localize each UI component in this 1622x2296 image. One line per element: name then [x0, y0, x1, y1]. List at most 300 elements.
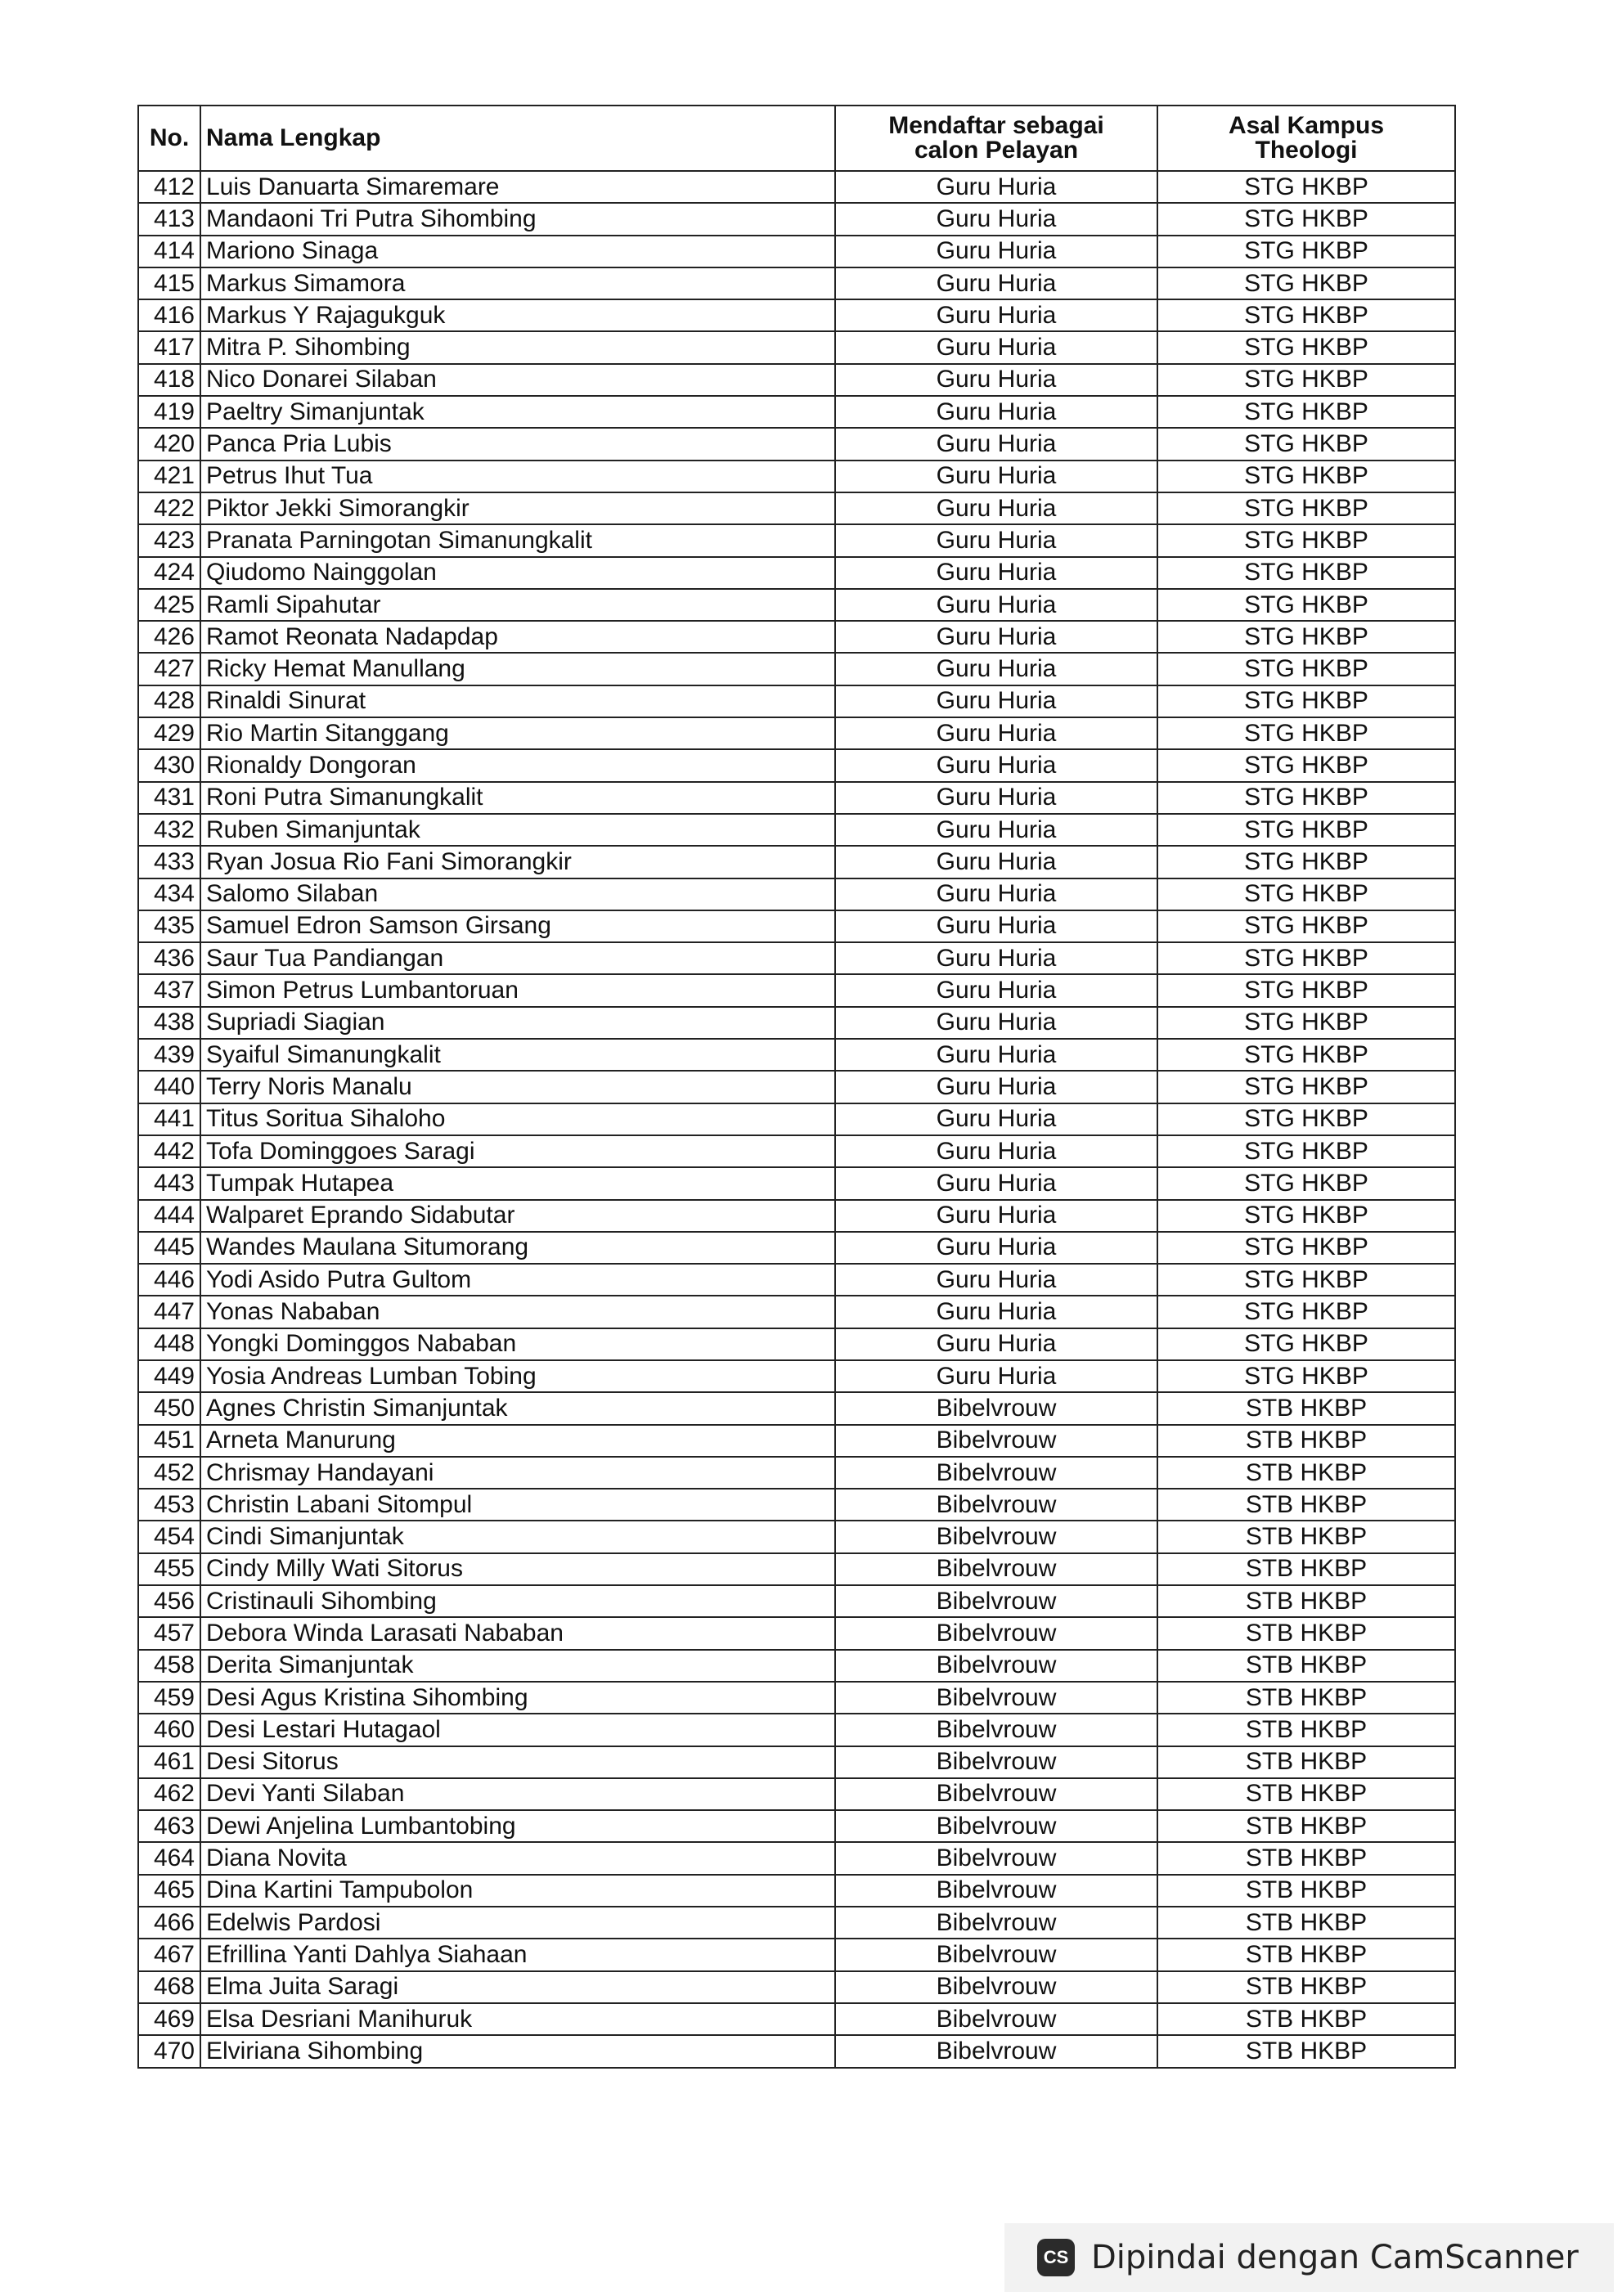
cell-campus: STG HKBP	[1157, 236, 1455, 267]
cell-no: 449	[138, 1360, 200, 1392]
cell-no: 424	[138, 557, 200, 589]
cell-campus: STB HKBP	[1157, 1907, 1455, 1939]
cell-role: Guru Huria	[835, 1007, 1157, 1039]
cell-campus: STB HKBP	[1157, 1842, 1455, 1874]
table-row	[138, 1939, 1455, 1970]
cell-name: Samuel Edron Samson Girsang	[200, 910, 835, 942]
table-row	[138, 1328, 1455, 1360]
cell-campus: STG HKBP	[1157, 428, 1455, 460]
cell-no: 454	[138, 1521, 200, 1552]
cell-name: Qiudomo Nainggolan	[200, 557, 835, 589]
cell-no: 429	[138, 717, 200, 749]
table-row	[138, 1457, 1455, 1489]
cell-campus: STB HKBP	[1157, 1971, 1455, 2003]
cell-no: 464	[138, 1842, 200, 1874]
cell-role: Guru Huria	[835, 942, 1157, 974]
cell-role: Bibelvrouw	[835, 1907, 1157, 1939]
cell-name: Dewi Anjelina Lumbantobing	[200, 1810, 835, 1842]
cell-name: Ramli Sipahutar	[200, 589, 835, 621]
cell-no: 463	[138, 1810, 200, 1842]
header-role-line2: calon Pelayan	[914, 137, 1079, 164]
header-no: No.	[138, 106, 200, 171]
cell-no: 439	[138, 1039, 200, 1071]
cell-role: Guru Huria	[835, 171, 1157, 203]
table-row	[138, 653, 1455, 685]
cell-campus: STG HKBP	[1157, 557, 1455, 589]
cell-name: Syaiful Simanungkalit	[200, 1039, 835, 1071]
table-row	[138, 1553, 1455, 1585]
cell-name: Yodi Asido Putra Gultom	[200, 1264, 835, 1296]
cell-role: Bibelvrouw	[835, 1842, 1157, 1874]
cell-name: Ryan Josua Rio Fani Simorangkir	[200, 846, 835, 878]
cell-role: Bibelvrouw	[835, 1457, 1157, 1489]
cell-no: 417	[138, 331, 200, 363]
cell-name: Supriadi Siagian	[200, 1007, 835, 1039]
table-row	[138, 557, 1455, 589]
cell-role: Bibelvrouw	[835, 1617, 1157, 1649]
table-row	[138, 236, 1455, 267]
cell-campus: STG HKBP	[1157, 267, 1455, 299]
cell-no: 422	[138, 492, 200, 524]
table-row	[138, 1971, 1455, 2003]
table-row	[138, 1617, 1455, 1649]
cell-campus: STG HKBP	[1157, 1135, 1455, 1167]
cell-role: Guru Huria	[835, 428, 1157, 460]
cell-name: Wandes Maulana Situmorang	[200, 1232, 835, 1264]
cell-no: 445	[138, 1232, 200, 1264]
table-row	[138, 364, 1455, 396]
table-row	[138, 299, 1455, 331]
cell-role: Bibelvrouw	[835, 1971, 1157, 2003]
table-row	[138, 1167, 1455, 1199]
cell-campus: STB HKBP	[1157, 1875, 1455, 1907]
header-role-line1: Mendaftar sebagai	[888, 112, 1104, 139]
cell-campus: STG HKBP	[1157, 1232, 1455, 1264]
cell-no: 430	[138, 749, 200, 781]
cell-role: Bibelvrouw	[835, 1585, 1157, 1617]
cell-no: 426	[138, 621, 200, 653]
cell-role: Bibelvrouw	[835, 2003, 1157, 2035]
cell-no: 466	[138, 1907, 200, 1939]
cell-role: Guru Huria	[835, 621, 1157, 653]
cell-name: Elsa Desriani Manihuruk	[200, 2003, 835, 2035]
cell-campus: STB HKBP	[1157, 1425, 1455, 1457]
cell-no: 455	[138, 1553, 200, 1585]
cell-name: Markus Simamora	[200, 267, 835, 299]
cell-role: Guru Huria	[835, 974, 1157, 1006]
cell-role: Guru Huria	[835, 749, 1157, 781]
cell-no: 453	[138, 1489, 200, 1521]
cell-name: Arneta Manurung	[200, 1425, 835, 1457]
cell-campus: STG HKBP	[1157, 910, 1455, 942]
camscanner-watermark	[1004, 2223, 1614, 2292]
cell-no: 465	[138, 1875, 200, 1907]
cell-campus: STG HKBP	[1157, 524, 1455, 556]
cell-no: 431	[138, 782, 200, 814]
cell-campus: STG HKBP	[1157, 1039, 1455, 1071]
cell-no: 438	[138, 1007, 200, 1039]
cell-name: Panca Pria Lubis	[200, 428, 835, 460]
table-row	[138, 1842, 1455, 1874]
cell-campus: STG HKBP	[1157, 653, 1455, 685]
cell-role: Guru Huria	[835, 717, 1157, 749]
cell-campus: STG HKBP	[1157, 621, 1455, 653]
cell-name: Agnes Christin Simanjuntak	[200, 1392, 835, 1424]
table-row	[138, 1682, 1455, 1714]
cell-name: Rinaldi Sinurat	[200, 685, 835, 717]
cell-name: Yonas Nababan	[200, 1296, 835, 1328]
cell-role: Guru Huria	[835, 461, 1157, 492]
cell-name: Mandaoni Tri Putra Sihombing	[200, 203, 835, 235]
cell-name: Salomo Silaban	[200, 878, 835, 910]
table-row	[138, 203, 1455, 235]
camscanner-text: Dipindai dengan CamScanner	[1091, 2239, 1579, 2276]
cell-campus: STG HKBP	[1157, 749, 1455, 781]
cell-role: Bibelvrouw	[835, 1778, 1157, 1810]
cell-no: 413	[138, 203, 200, 235]
table-row	[138, 1714, 1455, 1746]
header-campus	[1157, 106, 1455, 171]
cell-role: Guru Huria	[835, 364, 1157, 396]
cell-campus: STB HKBP	[1157, 1939, 1455, 1970]
cell-name: Simon Petrus Lumbantoruan	[200, 974, 835, 1006]
cell-no: 423	[138, 524, 200, 556]
cell-role: Bibelvrouw	[835, 1392, 1157, 1424]
cell-campus: STG HKBP	[1157, 1007, 1455, 1039]
cell-role: Bibelvrouw	[835, 1425, 1157, 1457]
cell-role: Guru Huria	[835, 331, 1157, 363]
table-body	[138, 171, 1455, 2068]
table-row	[138, 1746, 1455, 1778]
cell-no: 436	[138, 942, 200, 974]
table-row	[138, 1585, 1455, 1617]
cell-no: 427	[138, 653, 200, 685]
cell-role: Guru Huria	[835, 1232, 1157, 1264]
cell-role: Bibelvrouw	[835, 1875, 1157, 1907]
cell-role: Bibelvrouw	[835, 1682, 1157, 1714]
cell-role: Guru Huria	[835, 524, 1157, 556]
header-name: Nama Lengkap	[200, 106, 835, 171]
cell-no: 443	[138, 1167, 200, 1199]
cell-name: Cristinauli Sihombing	[200, 1585, 835, 1617]
table-row	[138, 1392, 1455, 1424]
cell-name: Efrillina Yanti Dahlya Siahaan	[200, 1939, 835, 1970]
header-campus-line1: Asal Kampus	[1228, 112, 1385, 139]
cell-name: Elma Juita Saragi	[200, 1971, 835, 2003]
cell-campus: STB HKBP	[1157, 1778, 1455, 1810]
table-row	[138, 1875, 1455, 1907]
cell-name: Dina Kartini Tampubolon	[200, 1875, 835, 1907]
cell-no: 442	[138, 1135, 200, 1167]
cell-name: Yongki Dominggos Nababan	[200, 1328, 835, 1360]
table-row	[138, 331, 1455, 363]
cell-role: Bibelvrouw	[835, 2035, 1157, 2067]
cell-name: Nico Donarei Silaban	[200, 364, 835, 396]
cell-no: 467	[138, 1939, 200, 1970]
header-campus-line2: Theologi	[1255, 137, 1358, 164]
cell-role: Guru Huria	[835, 557, 1157, 589]
cell-no: 420	[138, 428, 200, 460]
cell-no: 448	[138, 1328, 200, 1360]
table-row	[138, 171, 1455, 203]
cell-no: 440	[138, 1071, 200, 1103]
cell-campus: STB HKBP	[1157, 1682, 1455, 1714]
cell-no: 460	[138, 1714, 200, 1746]
cell-campus: STG HKBP	[1157, 203, 1455, 235]
cell-campus: STB HKBP	[1157, 1392, 1455, 1424]
cell-role: Guru Huria	[835, 653, 1157, 685]
table-row	[138, 621, 1455, 653]
participant-table	[137, 105, 1456, 2069]
cell-campus: STG HKBP	[1157, 1328, 1455, 1360]
cell-campus: STG HKBP	[1157, 1360, 1455, 1392]
cell-name: Ruben Simanjuntak	[200, 814, 835, 846]
table-row	[138, 942, 1455, 974]
cell-no: 461	[138, 1746, 200, 1778]
cell-role: Guru Huria	[835, 1328, 1157, 1360]
cell-role: Guru Huria	[835, 267, 1157, 299]
table-row	[138, 2003, 1455, 2035]
table-row	[138, 1135, 1455, 1167]
cell-no: 458	[138, 1650, 200, 1682]
cell-name: Debora Winda Larasati Nababan	[200, 1617, 835, 1649]
cell-campus: STB HKBP	[1157, 1810, 1455, 1842]
cell-campus: STG HKBP	[1157, 492, 1455, 524]
table-row	[138, 814, 1455, 846]
cell-campus: STG HKBP	[1157, 461, 1455, 492]
cell-role: Guru Huria	[835, 1360, 1157, 1392]
cell-campus: STG HKBP	[1157, 364, 1455, 396]
cell-no: 444	[138, 1200, 200, 1232]
cell-role: Guru Huria	[835, 814, 1157, 846]
cell-name: Rionaldy Dongoran	[200, 749, 835, 781]
cell-name: Piktor Jekki Simorangkir	[200, 492, 835, 524]
table-row	[138, 1650, 1455, 1682]
cell-name: Markus Y Rajagukguk	[200, 299, 835, 331]
cell-campus: STB HKBP	[1157, 1714, 1455, 1746]
cell-role: Guru Huria	[835, 1071, 1157, 1103]
cell-role: Guru Huria	[835, 492, 1157, 524]
cell-campus: STB HKBP	[1157, 2003, 1455, 2035]
cell-no: 459	[138, 1682, 200, 1714]
cell-name: Roni Putra Simanungkalit	[200, 782, 835, 814]
table-row	[138, 2035, 1455, 2067]
table-row	[138, 267, 1455, 299]
cell-no: 462	[138, 1778, 200, 1810]
cell-name: Saur Tua Pandiangan	[200, 942, 835, 974]
table-row	[138, 1521, 1455, 1552]
cell-name: Tofa Dominggoes Saragi	[200, 1135, 835, 1167]
table-row	[138, 1778, 1455, 1810]
cell-name: Edelwis Pardosi	[200, 1907, 835, 1939]
header-role	[835, 106, 1157, 171]
cell-role: Bibelvrouw	[835, 1650, 1157, 1682]
cell-no: 451	[138, 1425, 200, 1457]
table-row	[138, 749, 1455, 781]
camscanner-logo-icon: CS	[1037, 2239, 1075, 2276]
cell-campus: STB HKBP	[1157, 2035, 1455, 2067]
cell-name: Paeltry Simanjuntak	[200, 396, 835, 428]
cell-campus: STG HKBP	[1157, 589, 1455, 621]
table-row	[138, 1071, 1455, 1103]
cell-name: Elviriana Sihombing	[200, 2035, 835, 2067]
cell-role: Guru Huria	[835, 299, 1157, 331]
table-row	[138, 1039, 1455, 1071]
cell-no: 450	[138, 1392, 200, 1424]
cell-campus: STG HKBP	[1157, 878, 1455, 910]
cell-role: Bibelvrouw	[835, 1939, 1157, 1970]
cell-name: Derita Simanjuntak	[200, 1650, 835, 1682]
cell-campus: STB HKBP	[1157, 1617, 1455, 1649]
cell-role: Guru Huria	[835, 782, 1157, 814]
table-row	[138, 846, 1455, 878]
cell-campus: STG HKBP	[1157, 1167, 1455, 1199]
cell-campus: STB HKBP	[1157, 1650, 1455, 1682]
cell-no: 419	[138, 396, 200, 428]
cell-role: Guru Huria	[835, 236, 1157, 267]
table-row	[138, 1489, 1455, 1521]
table-row	[138, 1103, 1455, 1135]
table-row	[138, 685, 1455, 717]
cell-name: Mariono Sinaga	[200, 236, 835, 267]
table-row	[138, 1810, 1455, 1842]
table-row	[138, 1200, 1455, 1232]
cell-name: Cindi Simanjuntak	[200, 1521, 835, 1552]
table-row	[138, 589, 1455, 621]
cell-no: 418	[138, 364, 200, 396]
cell-no: 433	[138, 846, 200, 878]
cell-name: Diana Novita	[200, 1842, 835, 1874]
cell-no: 470	[138, 2035, 200, 2067]
table-row	[138, 461, 1455, 492]
cell-name: Desi Agus Kristina Sihombing	[200, 1682, 835, 1714]
cell-campus: STG HKBP	[1157, 1296, 1455, 1328]
table-row	[138, 1360, 1455, 1392]
cell-role: Guru Huria	[835, 1167, 1157, 1199]
cell-campus: STG HKBP	[1157, 782, 1455, 814]
table-row	[138, 492, 1455, 524]
cell-no: 457	[138, 1617, 200, 1649]
cell-name: Tumpak Hutapea	[200, 1167, 835, 1199]
cell-campus: STG HKBP	[1157, 685, 1455, 717]
cell-no: 447	[138, 1296, 200, 1328]
table-header-row	[138, 106, 1455, 171]
cell-campus: STG HKBP	[1157, 846, 1455, 878]
cell-role: Guru Huria	[835, 1135, 1157, 1167]
cell-no: 425	[138, 589, 200, 621]
cell-name: Terry Noris Manalu	[200, 1071, 835, 1103]
table-row	[138, 1232, 1455, 1264]
cell-role: Guru Huria	[835, 396, 1157, 428]
cell-name: Petrus Ihut Tua	[200, 461, 835, 492]
table-row	[138, 1264, 1455, 1296]
cell-campus: STG HKBP	[1157, 717, 1455, 749]
cell-campus: STB HKBP	[1157, 1746, 1455, 1778]
cell-role: Guru Huria	[835, 910, 1157, 942]
table-row	[138, 717, 1455, 749]
cell-role: Bibelvrouw	[835, 1746, 1157, 1778]
table-row	[138, 1007, 1455, 1039]
cell-role: Guru Huria	[835, 203, 1157, 235]
cell-campus: STG HKBP	[1157, 171, 1455, 203]
cell-campus: STG HKBP	[1157, 942, 1455, 974]
cell-campus: STB HKBP	[1157, 1585, 1455, 1617]
cell-campus: STB HKBP	[1157, 1521, 1455, 1552]
cell-name: Desi Sitorus	[200, 1746, 835, 1778]
cell-role: Guru Huria	[835, 685, 1157, 717]
cell-role: Bibelvrouw	[835, 1489, 1157, 1521]
cell-name: Rio Martin Sitanggang	[200, 717, 835, 749]
cell-no: 412	[138, 171, 200, 203]
cell-name: Chrismay Handayani	[200, 1457, 835, 1489]
table-row	[138, 524, 1455, 556]
cell-no: 435	[138, 910, 200, 942]
cell-role: Bibelvrouw	[835, 1810, 1157, 1842]
cell-no: 452	[138, 1457, 200, 1489]
table-row	[138, 878, 1455, 910]
cell-campus: STG HKBP	[1157, 1103, 1455, 1135]
cell-role: Bibelvrouw	[835, 1521, 1157, 1552]
cell-campus: STG HKBP	[1157, 1200, 1455, 1232]
cell-no: 441	[138, 1103, 200, 1135]
cell-role: Bibelvrouw	[835, 1714, 1157, 1746]
cell-campus: STB HKBP	[1157, 1553, 1455, 1585]
cell-no: 456	[138, 1585, 200, 1617]
cell-role: Guru Huria	[835, 846, 1157, 878]
cell-name: Titus Soritua Sihaloho	[200, 1103, 835, 1135]
cell-campus: STG HKBP	[1157, 814, 1455, 846]
cell-name: Cindy Milly Wati Sitorus	[200, 1553, 835, 1585]
cell-name: Ramot Reonata Nadapdap	[200, 621, 835, 653]
cell-no: 446	[138, 1264, 200, 1296]
cell-campus: STG HKBP	[1157, 1071, 1455, 1103]
cell-campus: STG HKBP	[1157, 1264, 1455, 1296]
table-row	[138, 782, 1455, 814]
cell-role: Guru Huria	[835, 1264, 1157, 1296]
table-row	[138, 1425, 1455, 1457]
cell-role: Guru Huria	[835, 1296, 1157, 1328]
cell-name: Christin Labani Sitompul	[200, 1489, 835, 1521]
cell-campus: STB HKBP	[1157, 1489, 1455, 1521]
cell-name: Devi Yanti Silaban	[200, 1778, 835, 1810]
cell-no: 432	[138, 814, 200, 846]
cell-campus: STG HKBP	[1157, 974, 1455, 1006]
cell-no: 434	[138, 878, 200, 910]
cell-no: 414	[138, 236, 200, 267]
cell-campus: STG HKBP	[1157, 396, 1455, 428]
cell-no: 416	[138, 299, 200, 331]
cell-role: Guru Huria	[835, 1039, 1157, 1071]
table-row	[138, 910, 1455, 942]
cell-name: Ricky Hemat Manullang	[200, 653, 835, 685]
cell-name: Desi Lestari Hutagaol	[200, 1714, 835, 1746]
table-row	[138, 428, 1455, 460]
cell-name: Mitra P. Sihombing	[200, 331, 835, 363]
cell-no: 468	[138, 1971, 200, 2003]
cell-no: 428	[138, 685, 200, 717]
table-row	[138, 396, 1455, 428]
cell-role: Guru Huria	[835, 878, 1157, 910]
cell-role: Bibelvrouw	[835, 1553, 1157, 1585]
table-row	[138, 974, 1455, 1006]
cell-name: Yosia Andreas Lumban Tobing	[200, 1360, 835, 1392]
cell-no: 415	[138, 267, 200, 299]
cell-role: Guru Huria	[835, 1103, 1157, 1135]
cell-no: 469	[138, 2003, 200, 2035]
table-row	[138, 1907, 1455, 1939]
table-row	[138, 1296, 1455, 1328]
cell-role: Guru Huria	[835, 589, 1157, 621]
